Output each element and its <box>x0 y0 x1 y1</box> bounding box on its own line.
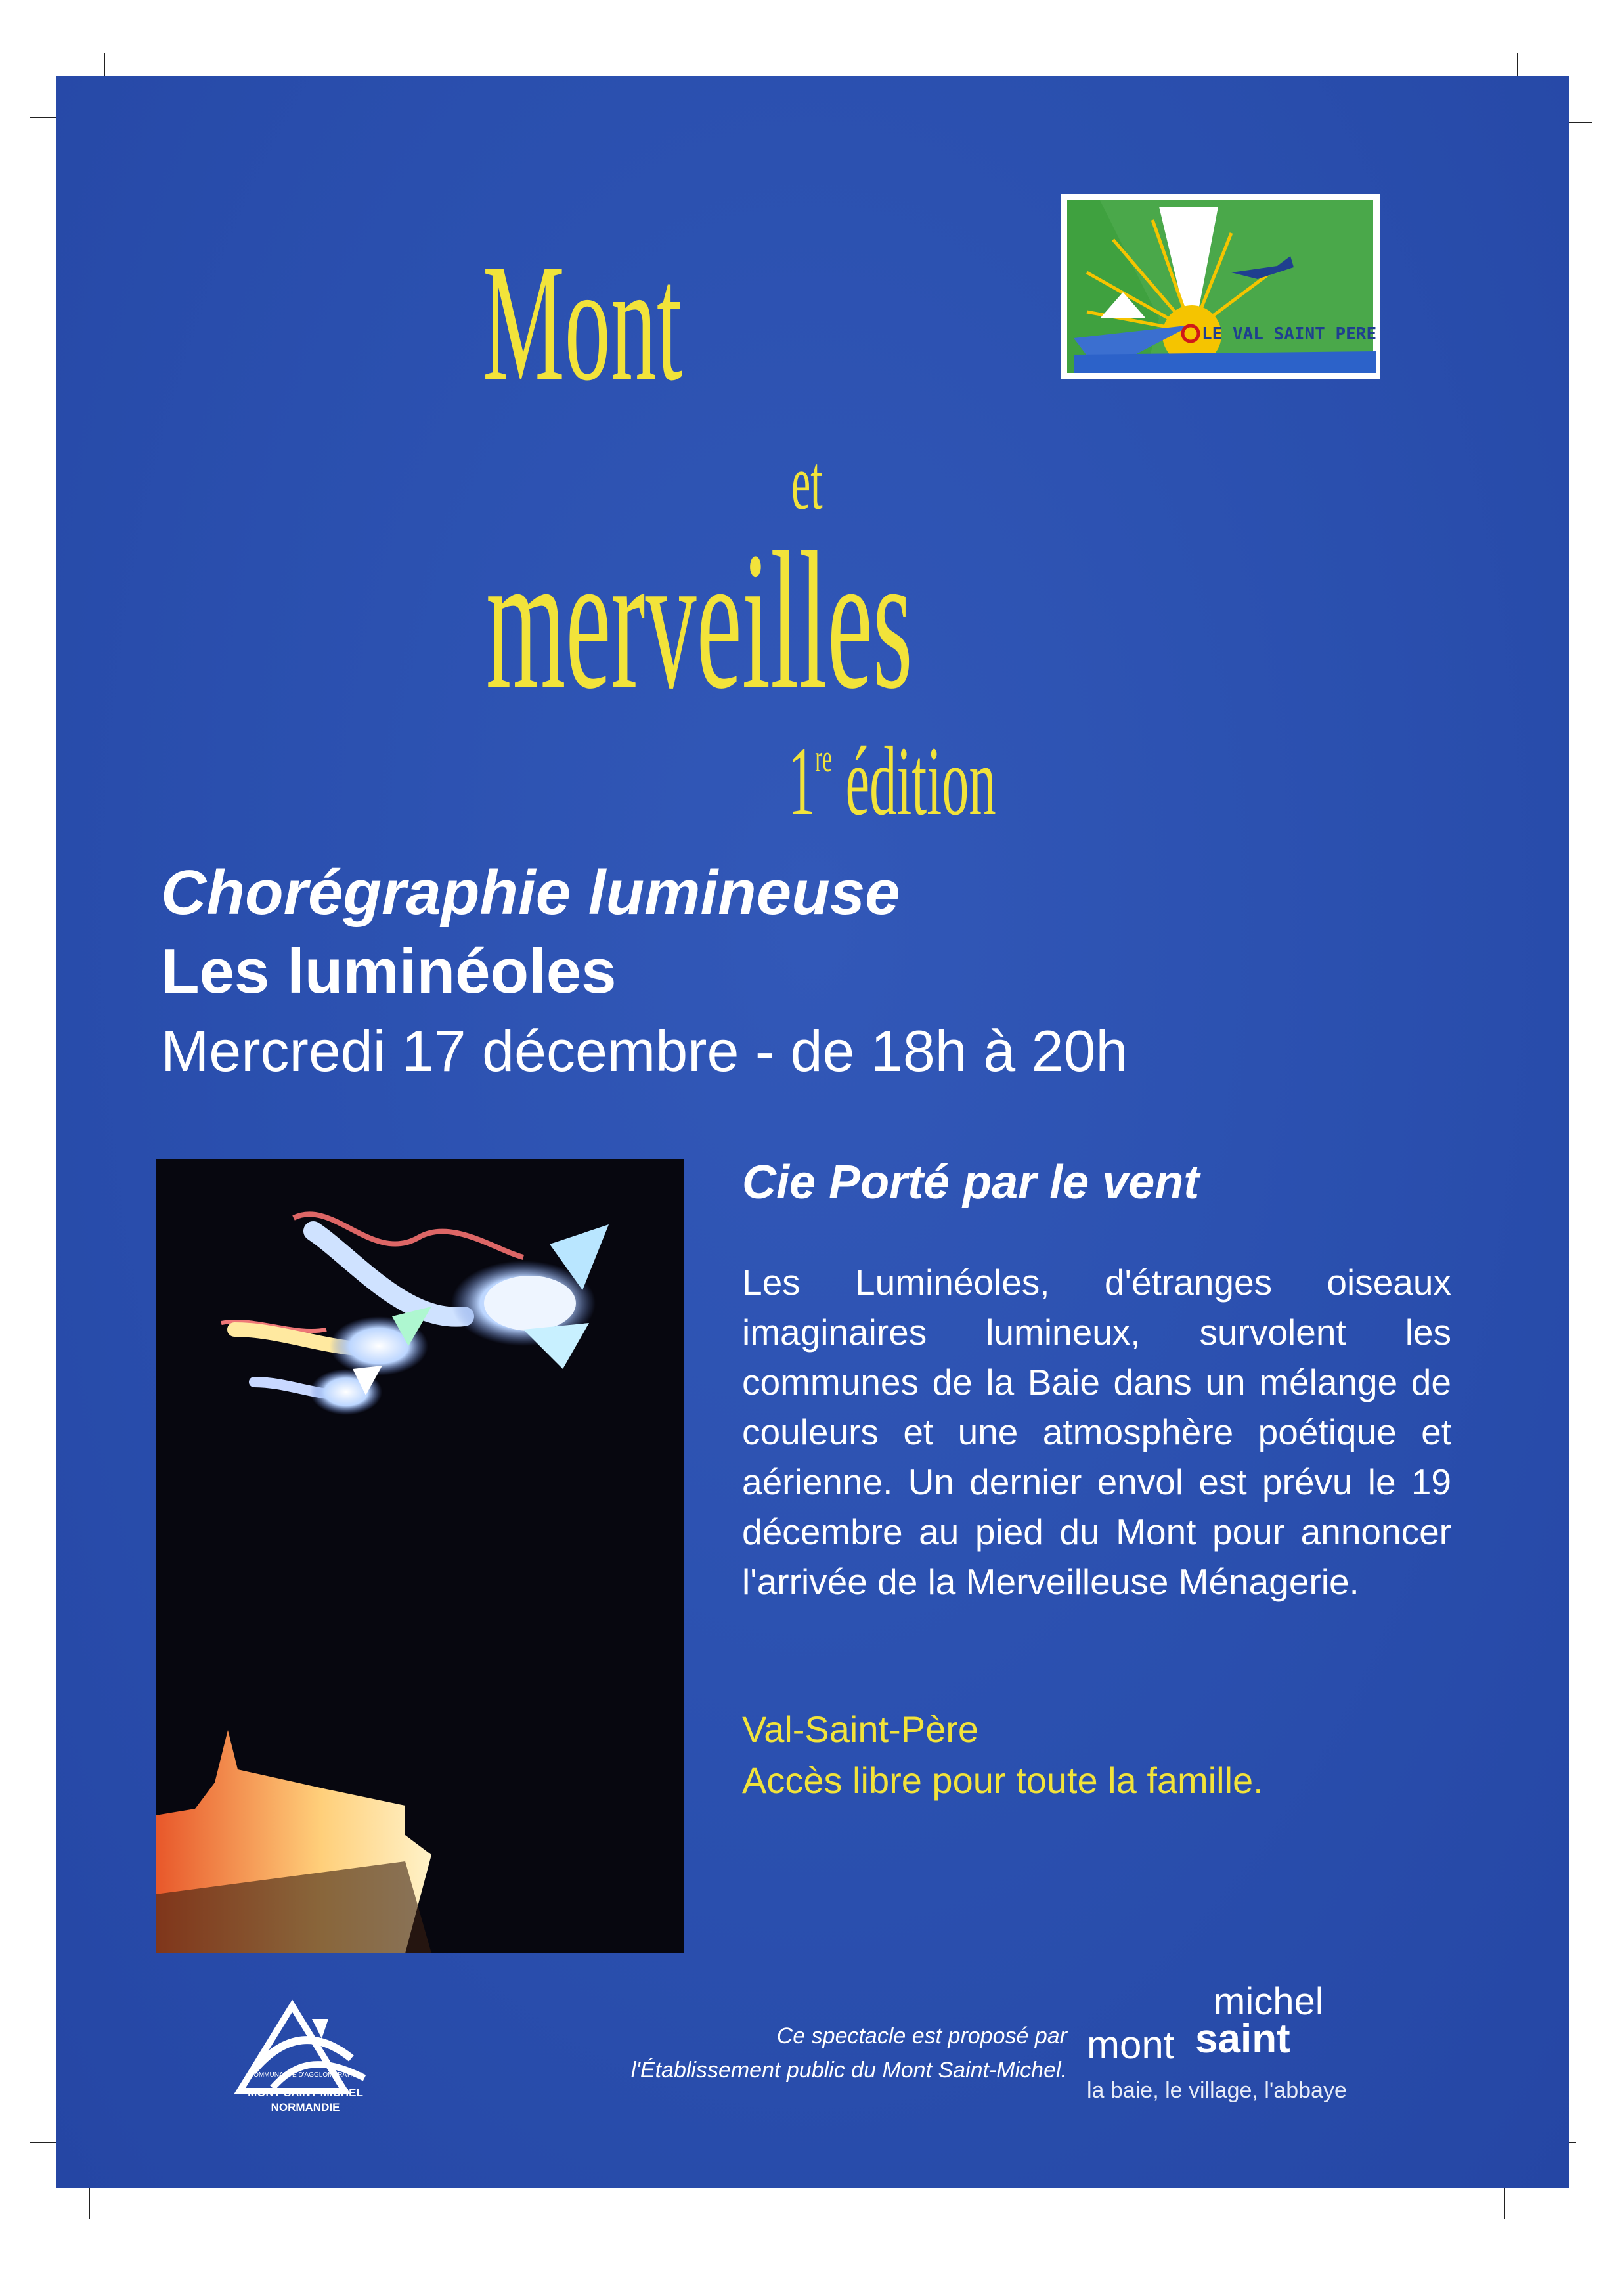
subtitle-choregraphie: Chorégraphie lumineuse <box>161 857 900 928</box>
logo-text: LE VAL SAINT PERE <box>1202 324 1377 344</box>
company-name: Cie Porté par le vent <box>742 1156 1200 1209</box>
credit-line2: l'Établissement public du Mont Saint-Michel. <box>630 2058 1067 2083</box>
edition-superscript: re <box>815 737 832 780</box>
credit-line1: Ce spectacle est proposé par <box>776 2024 1067 2048</box>
place-location: Val-Saint-Père <box>742 1708 979 1750</box>
subtitle-show-name: Les luminéoles <box>161 936 617 1007</box>
luminous-birds-image <box>156 1159 684 1953</box>
place-access: Accès libre pour toute la famille. <box>742 1760 1263 1801</box>
event-place <box>742 1704 1263 1806</box>
poster <box>56 76 1569 2188</box>
subtitle-date: Mercredi 17 décembre - de 18h à 20h <box>161 1018 1128 1083</box>
agglomeration-name-line1: MONT SAINT-MICHEL <box>248 2087 363 2099</box>
msm-logo-michel: michel <box>1214 1980 1324 2023</box>
msm-logo-saint: saint <box>1195 2016 1290 2062</box>
msm-logo-mont: mont <box>1087 2023 1175 2067</box>
edition-word: édition <box>831 727 996 836</box>
event-description: Les Luminéoles, d'étranges oiseaux imaginaires lumineux, survolent les communes de la Baie dans un mélange de couleurs et une atmosphère poétique et aérienne. Un dernier envol est prévu le 19 décembre au pied du Mont pour annoncer l'arrivée de la Merveilleuse Ménagerie. <box>742 1262 1451 1602</box>
title-mont: Mont <box>483 230 682 416</box>
agglomeration-label: COMMUNAUTÉ D'AGGLOMÉRATION <box>248 2071 362 2079</box>
title-merveilles: merveilles <box>486 511 913 729</box>
event-photo <box>156 1159 684 1953</box>
title-et: et <box>791 439 823 526</box>
title-edition <box>788 727 996 836</box>
agglomeration-name-line2: NORMANDIE <box>271 2101 340 2113</box>
agglomeration-name <box>220 2086 391 2115</box>
credit-text <box>594 2019 1067 2087</box>
val-saint-pere-logo-icon <box>1061 194 1380 379</box>
edition-number: 1 <box>788 727 816 836</box>
msm-tagline: la baie, le village, l'abbaye <box>1087 2078 1347 2103</box>
logo-val-saint-pere <box>1061 194 1380 379</box>
